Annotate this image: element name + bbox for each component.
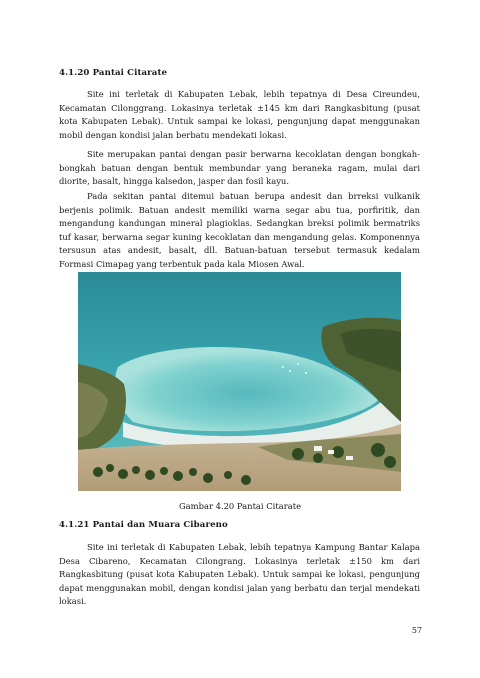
paragraph-text: Site ini terletak di Kabupaten Lebak, lebih tepatnya di Desa Cireundeu, Kecamatan Cilonggrang. Lokasinya terletak ±145 km dari Rangkasbitung (pusat kota Kabupaten Lebak). Untuk sampai ke lokasi, pengunjung dapat menggunakan mobil dengan kondisi jalan berbatu mendekati lokasi. <box>59 89 420 140</box>
section-heading-citarate: 4.1.20 Pantai Citarate <box>59 68 168 78</box>
figure-caption: Gambar 4.20 Pantai Citarate <box>178 501 302 511</box>
paragraph-geology <box>59 190 420 272</box>
paragraph-site-description <box>59 148 420 189</box>
paragraph-text: Site ini terletak di Kabupaten Lebak, lebih tepatnya Kampung Bantar Kalapa Desa Cibareno, Kecamatan Cilongrang. Lokasinya terletak ±150 km dari Rangkasbitung (pusat kota Kabupaten Lebak). Untuk sampai ke lokasi, pengunjung dapat menggunakan mobil, dengan kondisi jalan yang berbatu dan terjal mendekati lokasi. <box>59 542 420 607</box>
paragraph-location-cibareno <box>59 541 420 609</box>
paragraph-location-citarate <box>59 88 420 142</box>
paragraph-text: Pada sekitan pantai ditemui batuan berupa andesit dan brreksi vulkanik berjenis polimik. Batuan andesit memiliki warna segar abu tua, porfiritik, dan mengandung kandungan mineral plagioklas. Sedangkan breksi polimik bermatriks tuf kasar, berwarna segar kuning kecoklatan dan mengandung gelas. Komponennya tersusun atas andesit, basalt, dll. Batuan-batuan tersebut termasuk kedalam Formasi Cimapag yang terbentuk pada kala Miosen Awal. <box>59 191 420 269</box>
beach-aerial-photo <box>78 272 401 491</box>
page-number: 57 <box>411 626 422 635</box>
paragraph-text: Site merupakan pantai dengan pasir berwarna kecoklatan dengan bongkah-bongkah batuan dengan bentuk membundar yang beraneka ragam, mulai dari diorite, basalt, hingga kalsedon, jasper dan fosil kayu. <box>59 149 420 187</box>
section-heading-cibareno: 4.1.21 Pantai dan Muara Cibareno <box>59 520 228 530</box>
